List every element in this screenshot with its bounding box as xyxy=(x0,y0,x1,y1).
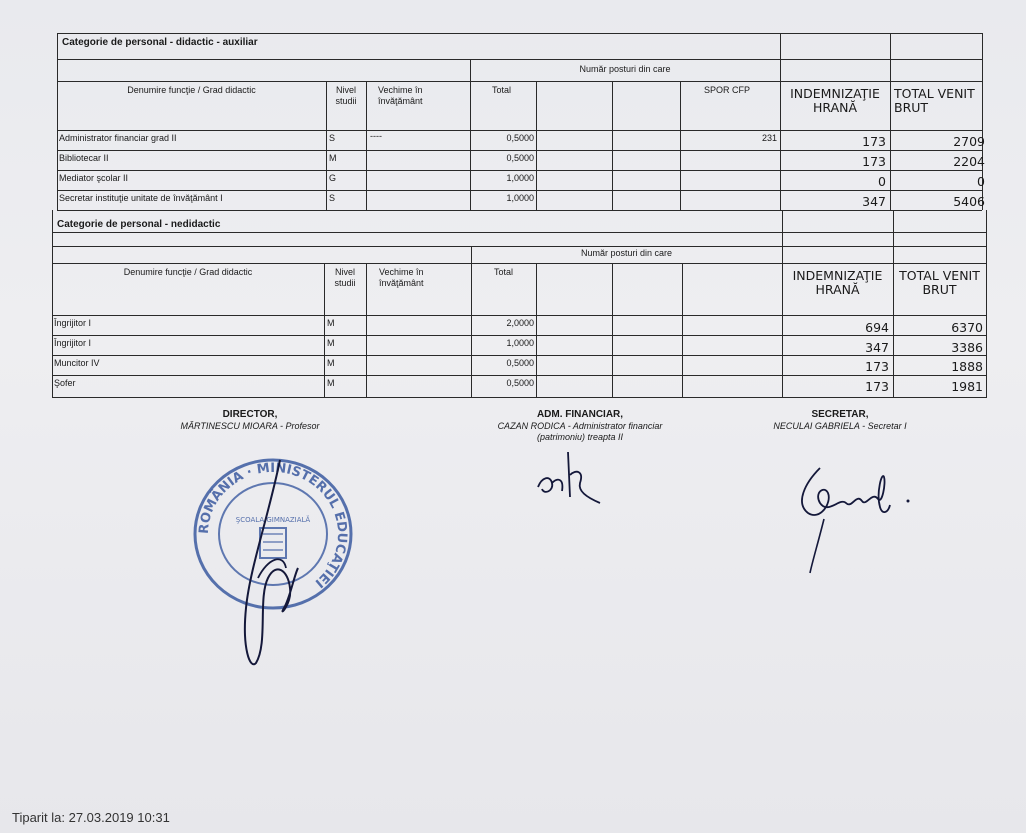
cell-venit: 3386 xyxy=(951,340,983,355)
cell-venit: 0 xyxy=(977,174,985,189)
cell-nivel: M xyxy=(329,153,337,163)
header-indemnizatie: INDEMNIZAŢIE HRANĂ xyxy=(792,268,883,297)
cell-vechime: ---- xyxy=(370,131,382,141)
header-total: Total xyxy=(494,267,514,277)
cell-venit: 6370 xyxy=(951,320,983,335)
cell-venit: 2709 xyxy=(953,134,985,149)
cell-functie: Secretar instituţie unitate de învăţământ I xyxy=(59,193,223,203)
director-title: DIRECTOR, xyxy=(222,409,278,420)
header-venit: TOTAL VENIT BRUT xyxy=(899,268,980,297)
svg-text:ROMÂNIA · MINISTERUL EDUCAŢIEI: ROMÂNIA · MINISTERUL EDUCAŢIEI xyxy=(196,460,350,591)
cell-total: 0,5000 xyxy=(506,153,534,163)
financiar-name: CAZAN RODICA - Administrator financiar (patrimoniu) treapta II xyxy=(497,421,663,442)
cell-nivel: M xyxy=(327,318,335,328)
cell-total: 0,5000 xyxy=(506,358,534,368)
cell-indemnizatie: 347 xyxy=(865,340,889,355)
cell-nivel: M xyxy=(327,378,335,388)
secretar-title: SECRETAR, xyxy=(811,409,869,420)
header-total: Total xyxy=(492,85,512,95)
header-venit: TOTAL VENIT BRUT xyxy=(894,86,975,115)
cell-spor: 231 xyxy=(761,133,777,143)
cell-total: 0,5000 xyxy=(506,378,534,388)
cell-functie: Îngrijitor I xyxy=(54,338,92,348)
header-spor: SPOR CFP xyxy=(704,85,751,95)
cell-nivel: G xyxy=(329,173,337,183)
header-nivel: Nivel studii xyxy=(335,85,357,106)
director-name: MĂRTINESCU MIOARA - Profesor xyxy=(180,421,320,431)
cell-indemnizatie: 173 xyxy=(862,154,886,169)
cell-total: 0,5000 xyxy=(506,133,534,143)
financiar-signature-icon xyxy=(528,447,618,517)
cell-venit: 5406 xyxy=(953,194,985,209)
header-vechime: Vechime în învăţământ xyxy=(378,85,423,106)
cell-indemnizatie: 694 xyxy=(865,320,889,335)
header-indemnizatie: INDEMNIZAŢIE HRANĂ xyxy=(790,86,880,115)
cell-functie: Administrator financiar grad II xyxy=(59,133,177,143)
cell-indemnizatie: 173 xyxy=(865,359,889,374)
cell-indemnizatie: 173 xyxy=(865,379,889,394)
cell-nivel: S xyxy=(329,193,336,203)
cell-functie: Muncitor IV xyxy=(54,358,100,368)
cell-indemnizatie: 347 xyxy=(862,194,886,209)
secretar-name: NECULAI GABRIELA - Secretar I xyxy=(773,421,907,431)
cell-functie: Bibliotecar II xyxy=(59,153,109,163)
cell-nivel: S xyxy=(329,133,336,143)
cell-functie: Mediator şcolar II xyxy=(59,173,129,183)
cell-indemnizatie: 0 xyxy=(878,174,886,189)
section-title-auxiliar: Categorie de personal - didactic - auxiliar xyxy=(62,37,258,48)
cell-total: 1,0000 xyxy=(506,193,534,203)
header-vechime: Vechime în învăţământ xyxy=(379,267,424,288)
group-header-nedidactic: Număr posturi din care xyxy=(580,248,673,258)
cell-functie: Şofer xyxy=(54,378,76,388)
secretar-signature-icon xyxy=(790,463,915,578)
cell-total: 1,0000 xyxy=(506,173,534,183)
cell-indemnizatie: 173 xyxy=(862,134,886,149)
cell-total: 1,0000 xyxy=(506,338,534,348)
cell-venit: 2204 xyxy=(953,154,985,169)
cell-functie: Îngrijitor I xyxy=(54,318,92,328)
cell-nivel: M xyxy=(327,338,335,348)
header-functie: Denumire funcţie / Grad didactic xyxy=(123,267,253,277)
cell-venit: 1888 xyxy=(951,359,983,374)
cell-nivel: M xyxy=(327,358,335,368)
print-timestamp: Tiparit la: 27.03.2019 10:31 xyxy=(12,810,170,825)
svg-text:ŞCOALA GIMNAZIALĂ: ŞCOALA GIMNAZIALĂ xyxy=(235,516,311,524)
header-nivel: Nivel studii xyxy=(334,267,356,288)
header-functie: Denumire funcţie / Grad didactic xyxy=(127,85,256,95)
director-signature-icon xyxy=(228,458,318,673)
financiar-title: ADM. FINANCIAR, xyxy=(536,409,624,420)
section-title-nedidactic: Categorie de personal - nedidactic xyxy=(57,219,221,230)
cell-venit: 1981 xyxy=(951,379,983,394)
cell-total: 2,0000 xyxy=(506,318,534,328)
group-header-auxiliar: Număr posturi din care xyxy=(579,64,671,74)
